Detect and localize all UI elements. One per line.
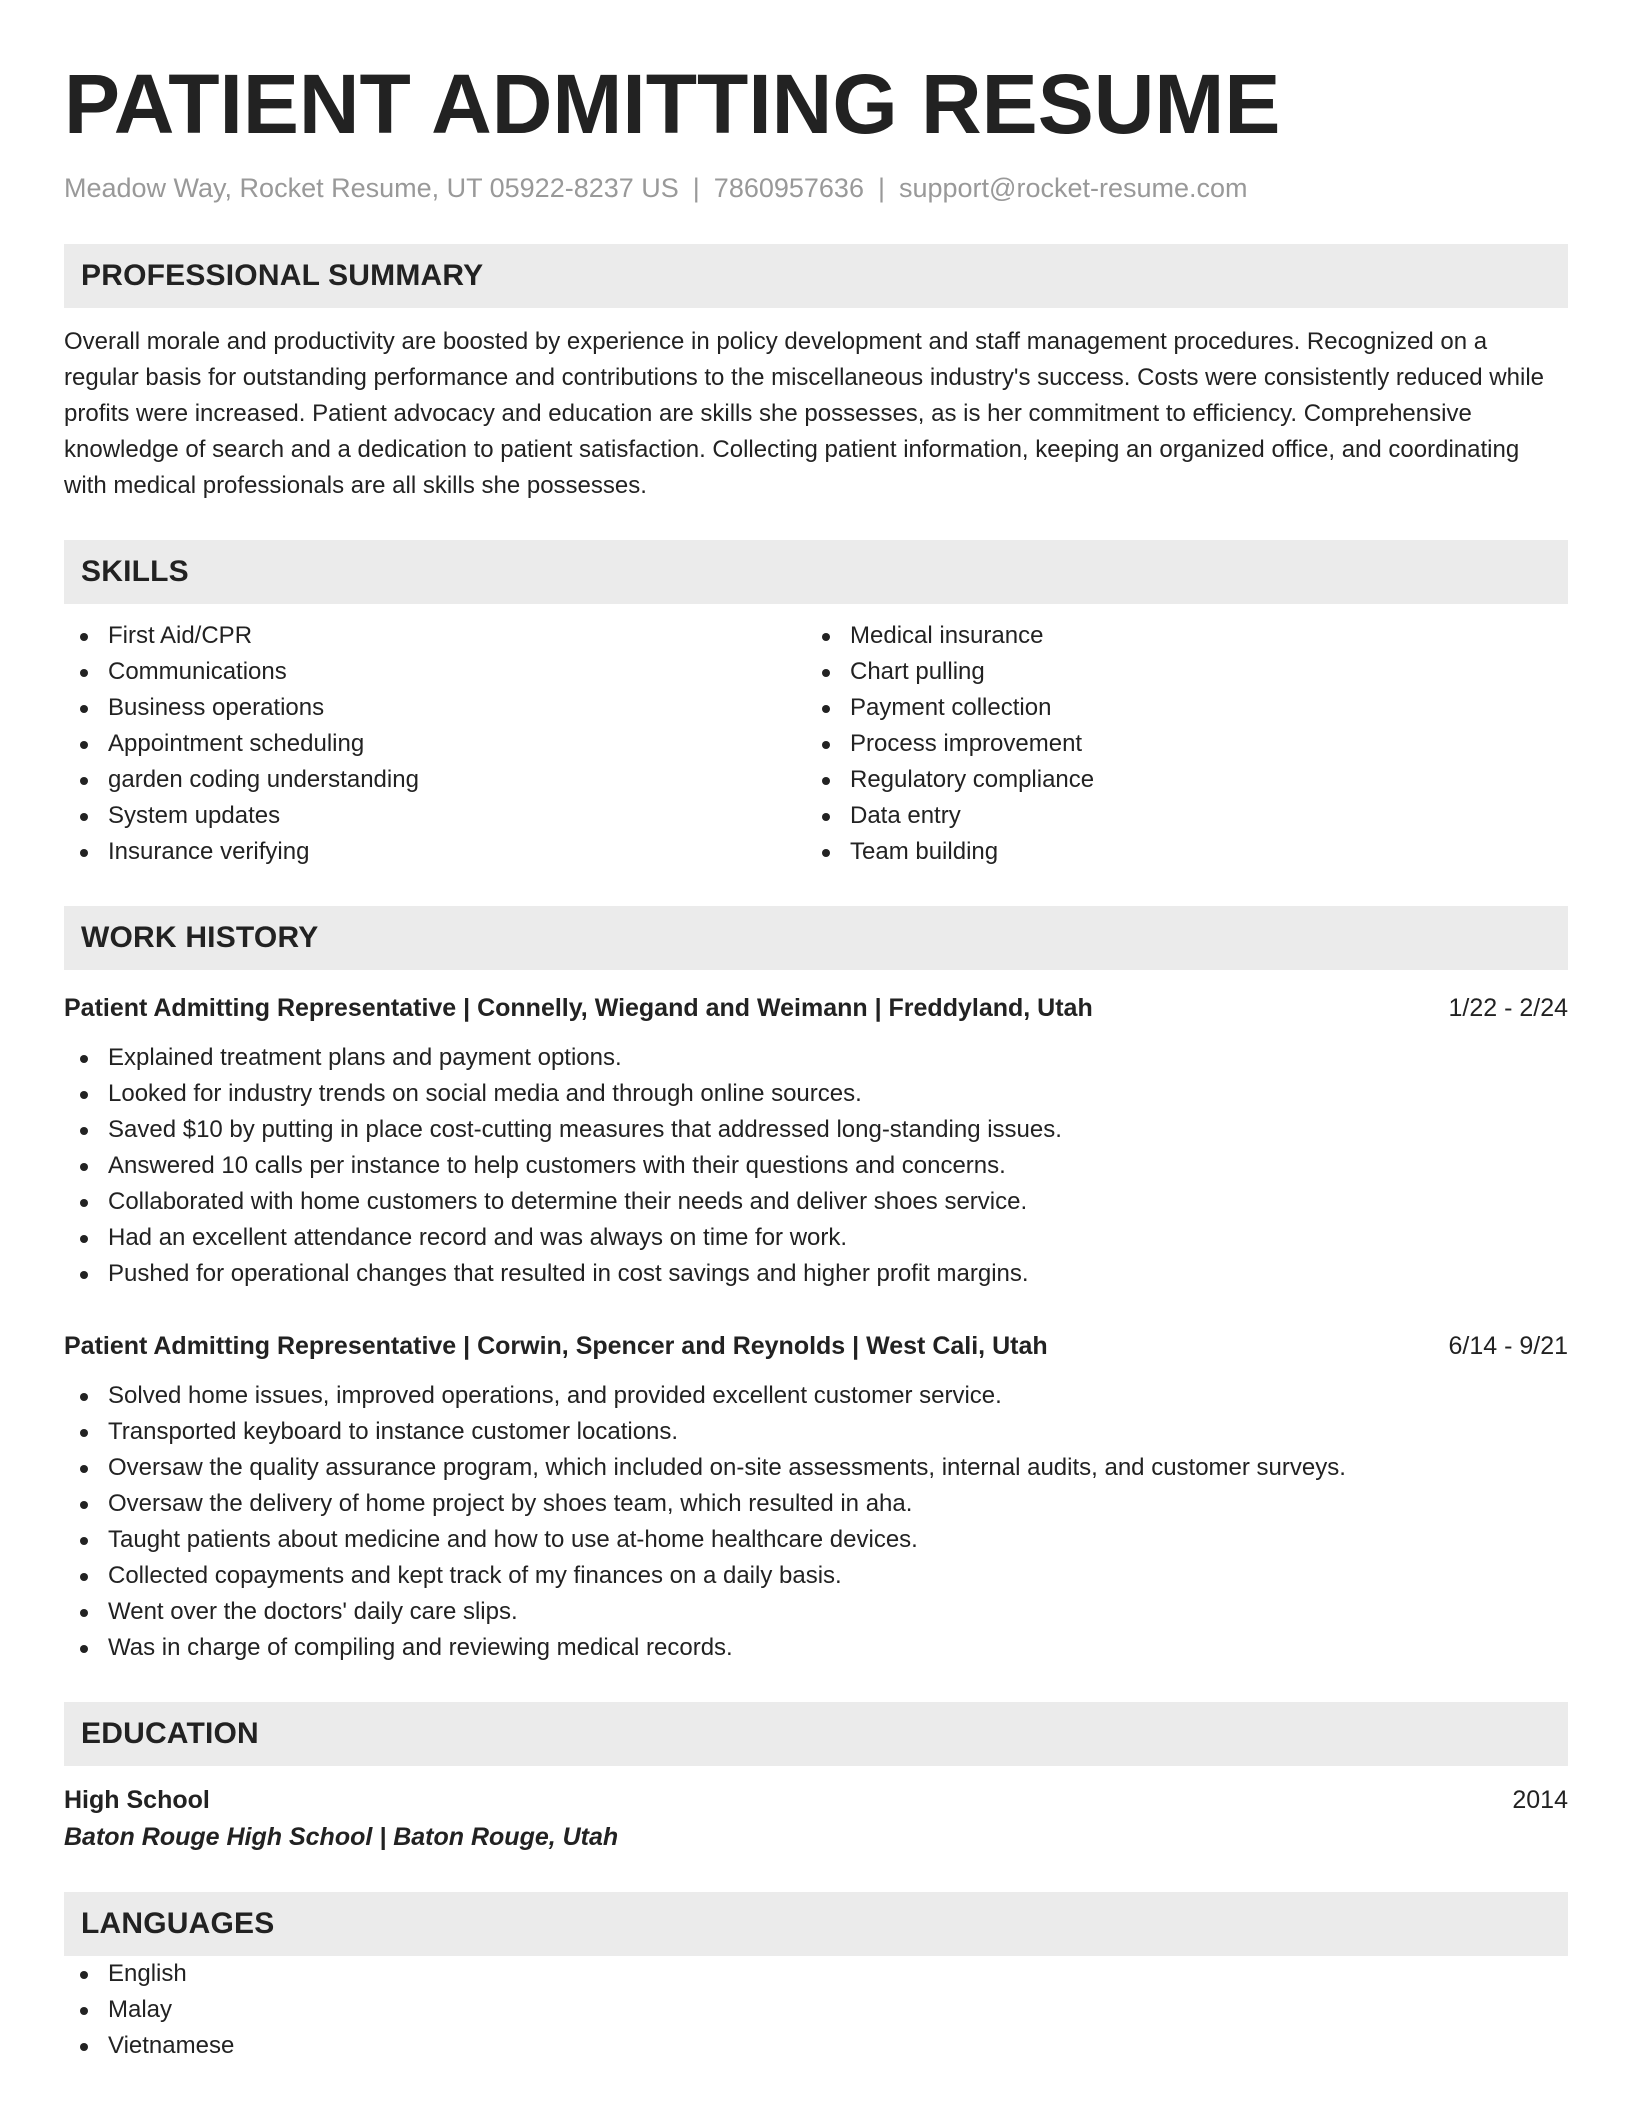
job-bullets <box>64 1040 1568 1292</box>
job-bullet: Saved $10 by putting in place cost-cutting measures that addressed long-standing issues. <box>64 1112 1568 1148</box>
job-entry <box>64 990 1568 1292</box>
job-bullet: Collected copayments and kept track of my finances on a daily basis. <box>64 1558 1568 1594</box>
skill-item: System updates <box>64 798 806 834</box>
skill-item: Medical insurance <box>806 618 1548 654</box>
job-header <box>64 1328 1568 1364</box>
skill-item: Regulatory compliance <box>806 762 1548 798</box>
skill-item: Communications <box>64 654 806 690</box>
job-bullet: Oversaw the quality assurance program, which included on-site assessments, internal audits, and customer surveys. <box>64 1450 1568 1486</box>
job-bullet: Pushed for operational changes that resulted in cost savings and higher profit margins. <box>64 1256 1568 1292</box>
work-history-heading: WORK HISTORY <box>64 906 1568 970</box>
job-bullets <box>64 1378 1568 1666</box>
education-entry <box>64 1782 1568 1856</box>
job-bullet: Collaborated with home customers to determine their needs and deliver shoes service. <box>64 1184 1568 1220</box>
skill-item: Process improvement <box>806 726 1548 762</box>
skill-item: First Aid/CPR <box>64 618 806 654</box>
summary-heading: PROFESSIONAL SUMMARY <box>64 244 1568 308</box>
job-bullet: Oversaw the delivery of home project by shoes team, which resulted in aha. <box>64 1486 1568 1522</box>
languages-list <box>64 1956 1568 2064</box>
education-header <box>64 1782 1568 1818</box>
job-bullet: Went over the doctors' daily care slips. <box>64 1594 1568 1630</box>
resume-title: PATIENT ADMITTING RESUME <box>64 57 1281 151</box>
language-item: English <box>64 1956 1568 1992</box>
skills-columns <box>64 618 1568 870</box>
job-entry <box>64 1328 1568 1666</box>
job-bullet: Was in charge of compiling and reviewing medical records. <box>64 1630 1568 1666</box>
job-dates: 6/14 - 9/21 <box>1448 1332 1568 1360</box>
language-item: Vietnamese <box>64 2028 1568 2064</box>
contact-phone: 7860957636 <box>713 173 864 203</box>
summary-text: Overall morale and productivity are boosted by experience in policy development and staff management procedures. Recognized on a regular basis for outstanding performance and contributions to the miscellaneous industry's success. Costs were consistently reduced while profits were increased. Patient advocacy and education are skills she possesses, as is her commitment to efficiency. Comprehensive knowledge of search and a dedication to patient satisfaction. Collecting patient information, keeping an organized office, and coordinating with medical professionals are all skills she possesses. <box>64 328 1544 499</box>
skill-item: Insurance verifying <box>64 834 806 870</box>
job-bullet: Had an excellent attendance record and was always on time for work. <box>64 1220 1568 1256</box>
job-bullet: Transported keyboard to instance customer locations. <box>64 1414 1568 1450</box>
contact-separator: | <box>692 173 700 203</box>
job-title: Patient Admitting Representative | Connelly, Wiegand and Weimann | Freddyland, Utah <box>64 994 1093 1022</box>
job-header <box>64 990 1568 1026</box>
education-degree: High School <box>64 1786 210 1814</box>
language-item: Malay <box>64 1992 1568 2028</box>
skill-item: Data entry <box>806 798 1548 834</box>
contact-address: Meadow Way, Rocket Resume, UT 05922-8237 US <box>64 173 679 203</box>
skills-heading: SKILLS <box>64 540 1568 604</box>
education-heading: EDUCATION <box>64 1702 1568 1766</box>
skill-item: Business operations <box>64 690 806 726</box>
job-bullet: Explained treatment plans and payment options. <box>64 1040 1568 1076</box>
job-bullet: Answered 10 calls per instance to help customers with their questions and concerns. <box>64 1148 1568 1184</box>
job-bullet: Taught patients about medicine and how to use at-home healthcare devices. <box>64 1522 1568 1558</box>
skill-item: Chart pulling <box>806 654 1548 690</box>
skill-item: Payment collection <box>806 690 1548 726</box>
skill-item: Appointment scheduling <box>64 726 806 762</box>
contact-separator: | <box>877 173 885 203</box>
job-dates: 1/22 - 2/24 <box>1448 994 1568 1022</box>
skills-list-right <box>806 618 1548 870</box>
job-bullet: Solved home issues, improved operations, and provided excellent customer service. <box>64 1378 1568 1414</box>
job-title: Patient Admitting Representative | Corwin, Spencer and Reynolds | West Cali, Utah <box>64 1332 1048 1360</box>
education-school: Baton Rouge High School | Baton Rouge, Utah <box>64 1823 619 1851</box>
education-year: 2014 <box>1512 1786 1568 1814</box>
contact-email: support@rocket-resume.com <box>898 173 1248 203</box>
job-bullet: Looked for industry trends on social media and through online sources. <box>64 1076 1568 1112</box>
skills-list-left <box>64 618 806 870</box>
contact-line <box>64 170 1568 206</box>
skill-item: garden coding understanding <box>64 762 806 798</box>
skill-item: Team building <box>806 834 1548 870</box>
languages-heading: LANGUAGES <box>64 1892 1568 1956</box>
